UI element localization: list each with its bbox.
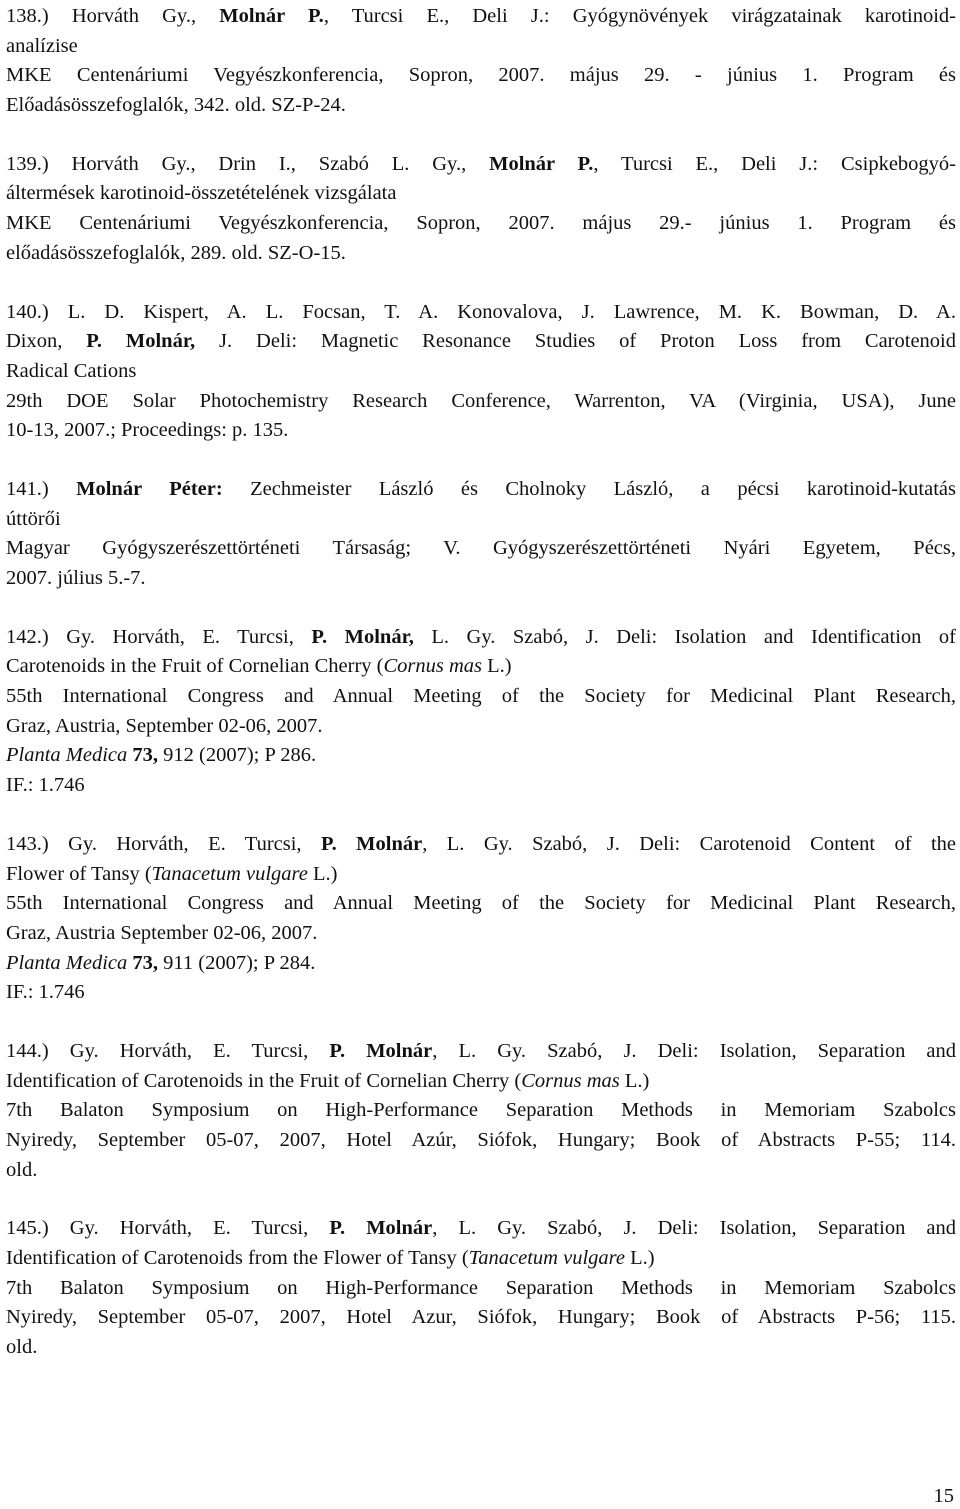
bold-text: P. Molnár — [320, 832, 423, 855]
text-segment: Nyiredy, September 05-07, 2007, Hotel Azúr, Siófok, Hungary; Book of Abstracts P-55; 114. — [6, 1129, 956, 1151]
reference-line — [6, 919, 956, 949]
text-segment: 142.) Gy. Horváth, E. Turcsi, — [6, 625, 312, 648]
reference-line — [6, 860, 956, 890]
reference-line — [6, 1333, 956, 1363]
italic-text: Tanacetum vulgare — [151, 862, 308, 885]
text-segment: 7th Balaton Symposium on High-Performance Separation Methods in Memoriam Szabolcs — [6, 1099, 956, 1122]
text-segment: L.) — [619, 1069, 650, 1092]
text-segment: 29th DOE Solar Photochemistry Research Conference, Warrenton, VA (Virginia, USA), June — [6, 389, 956, 412]
reference-line — [6, 61, 956, 91]
reference-line — [6, 1244, 956, 1274]
text-segment: Nyiredy, September 05-07, 2007, Hotel Azur, Siófok, Hungary; Book of Abstracts P-56; 115. — [6, 1306, 956, 1329]
reference-entry — [6, 1037, 956, 1185]
italic-text: Tanacetum vulgare — [468, 1247, 625, 1270]
text-segment: L.) — [482, 655, 512, 678]
reference-entry — [6, 2, 956, 121]
text-segment: Zechmeister László és Cholnoky László, a pécsi karotinoid-kutatás — [222, 477, 957, 500]
reference-line — [6, 949, 956, 979]
reference-line — [6, 1274, 956, 1304]
text-segment: L.) — [624, 1247, 655, 1270]
text-segment: 139.) Horváth Gy., Drin I., Szabó L. Gy., — [6, 152, 490, 175]
reference-line — [6, 150, 956, 180]
reference-line — [6, 357, 956, 387]
text-segment: 55th International Congress and Annual Meeting of the Society for Medicinal Plant Research, — [6, 892, 956, 915]
reference-line — [6, 1303, 956, 1333]
bold-text: 73, — [132, 744, 159, 767]
text-segment: Identification of Carotenoids from the Flower of Tansy ( — [6, 1247, 469, 1270]
reference-line — [6, 712, 956, 742]
reference-line — [6, 978, 956, 1008]
reference-line — [6, 209, 956, 239]
bold-text: 73, — [132, 951, 159, 974]
text-segment: Dixon, — [6, 330, 87, 353]
bold-text: P. Molnár, — [311, 625, 414, 648]
reference-line — [6, 298, 956, 328]
text-segment: 912 (2007); P 286. — [158, 744, 317, 767]
text-segment: MKE Centenáriumi Vegyészkonferencia, Sopron, 2007. május 29.- június 1. Program és — [6, 212, 956, 235]
text-segment: 140.) L. D. Kispert, A. L. Focsan, T. A. Konovalova, J. Lawrence, M. K. Bowman, D. A. — [6, 300, 956, 323]
reference-line — [6, 1037, 956, 1067]
text-segment: 143.) Gy. Horváth, E. Turcsi, — [6, 832, 321, 855]
bold-text: Molnár P. — [219, 5, 324, 27]
reference-line — [6, 830, 956, 860]
document-page — [6, 2, 956, 1392]
reference-line — [6, 1096, 956, 1126]
text-segment: , Turcsi E., Deli J.: Csipkebogyó- — [593, 152, 956, 175]
text-segment: , L. Gy. Szabó, J. Deli: Carotenoid Content of the — [422, 832, 957, 855]
reference-line — [6, 1156, 956, 1186]
italic-text: Planta Medica — [6, 951, 128, 974]
text-segment: 145.) Gy. Horváth, E. Turcsi, — [6, 1217, 330, 1240]
italic-text: Planta Medica — [6, 744, 128, 767]
page-number: 15 — [933, 1485, 954, 1507]
text-segment: Carotenoids in the Fruit of Cornelian Cherry ( — [6, 655, 384, 678]
reference-line — [6, 682, 956, 712]
reference-line — [6, 564, 956, 594]
text-segment: old. — [6, 1336, 38, 1359]
reference-line — [6, 741, 956, 771]
reference-line — [6, 1126, 956, 1156]
reference-list — [6, 2, 956, 1363]
text-segment: 2007. július 5.-7. — [6, 567, 146, 589]
text-segment: 144.) Gy. Horváth, E. Turcsi, — [6, 1039, 330, 1062]
reference-line — [6, 889, 956, 919]
text-segment: old. — [6, 1158, 38, 1181]
reference-line — [6, 239, 956, 269]
text-segment: áltermések karotinoid-összetételének vizsgálata — [6, 182, 397, 205]
reference-line — [6, 179, 956, 209]
reference-entry — [6, 475, 956, 594]
bold-text: Molnár Péter: — [76, 477, 223, 500]
reference-entry — [6, 830, 956, 1008]
text-segment: Identification of Carotenoids in the Fruit of Cornelian Cherry ( — [6, 1069, 522, 1092]
reference-line — [6, 534, 956, 564]
bold-text: P. Molnár — [329, 1217, 433, 1240]
reference-line — [6, 505, 956, 535]
text-segment: , Turcsi E., Deli J.: Gyógynövények virágzatainak karotinoid- — [323, 5, 956, 27]
bold-text: P. Molnár — [329, 1039, 433, 1062]
text-segment: 55th International Congress and Annual Meeting of the Society for Medicinal Plant Research, — [6, 685, 956, 708]
text-segment: Graz, Austria September 02-06, 2007. — [6, 921, 318, 944]
reference-entry — [6, 150, 956, 269]
reference-line — [6, 327, 956, 357]
text-segment: IF.: 1.746 — [6, 774, 85, 797]
reference-line — [6, 771, 956, 801]
text-segment: Előadásösszefoglalók, 342. old. SZ-P-24. — [6, 94, 346, 117]
text-segment: MKE Centenáriumi Vegyészkonferencia, Sopron, 2007. május 29. - június 1. Program és — [6, 64, 956, 87]
text-segment: Radical Cations — [6, 359, 137, 382]
text-segment: Magyar Gyógyszerészettörténeti Társaság; V. Gyógyszerészettörténeti Nyári Egyetem, Pécs, — [6, 537, 956, 560]
reference-line — [6, 475, 956, 505]
text-segment: L. Gy. Szabó, J. Deli: Isolation and Identification of — [413, 625, 957, 648]
reference-entry — [6, 623, 956, 801]
reference-line — [6, 416, 956, 446]
text-segment: IF.: 1.746 — [6, 981, 85, 1004]
text-segment: J. Deli: Magnetic Resonance Studies of Proton Loss from Carotenoid — [195, 330, 957, 353]
text-segment: 7th Balaton Symposium on High-Performance Separation Methods in Memoriam Szabolcs — [6, 1276, 956, 1299]
italic-text: Cornus mas — [521, 1069, 620, 1092]
reference-line — [6, 91, 956, 121]
reference-line — [6, 652, 956, 682]
italic-text: Cornus mas — [383, 655, 483, 678]
text-segment: Graz, Austria, September 02-06, 2007. — [6, 714, 323, 737]
text-segment: L.) — [307, 862, 338, 885]
reference-entry — [6, 298, 956, 446]
reference-line — [6, 387, 956, 417]
reference-line — [6, 1067, 956, 1097]
reference-entry — [6, 1214, 956, 1362]
bold-text: Molnár P. — [489, 152, 594, 175]
text-segment: , L. Gy. Szabó, J. Deli: Isolation, Separation and — [432, 1039, 957, 1062]
reference-line — [6, 623, 956, 653]
text-segment: 911 (2007); P 284. — [158, 951, 316, 974]
text-segment: 138.) Horváth Gy., — [6, 5, 220, 27]
reference-line — [6, 1214, 956, 1244]
text-segment: úttörői — [6, 507, 61, 530]
text-segment: analízise — [6, 34, 78, 57]
bold-text: P. Molnár, — [86, 330, 196, 353]
reference-line — [6, 32, 956, 62]
text-segment: , L. Gy. Szabó, J. Deli: Isolation, Separation and — [432, 1217, 957, 1240]
text-segment: Flower of Tansy ( — [6, 862, 152, 885]
text-segment: 141.) — [6, 477, 77, 500]
text-segment: 10-13, 2007.; Proceedings: p. 135. — [6, 419, 289, 442]
text-segment: előadásösszefoglalók, 289. old. SZ-O-15. — [6, 241, 346, 264]
reference-line — [6, 2, 956, 32]
